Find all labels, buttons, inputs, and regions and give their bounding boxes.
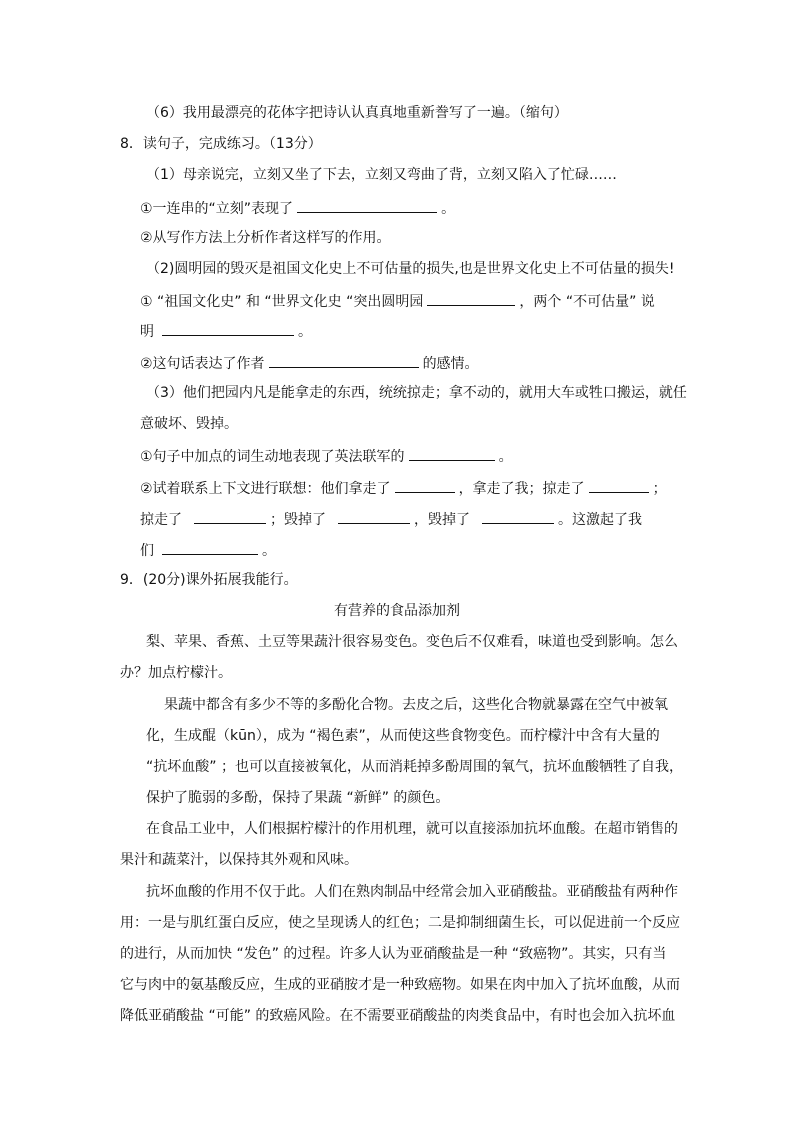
q8-3-c-part1: 掠走了	[140, 512, 182, 528]
q8-sentence-1: （1）母亲说完，立刻又坐了下去，立刻又弯曲了背，立刻又陷入了忙碌……	[146, 167, 617, 183]
q8-1-b: ②从写作方法上分析作者这样写的作用。	[140, 230, 391, 246]
q8-3-c-part3: ，毁掉了	[414, 512, 470, 528]
question-8-heading: 8．读句子，完成练习。（13分）	[120, 136, 322, 152]
q8-2-b-end: 的感情。	[422, 356, 479, 372]
answer-blank[interactable]	[194, 508, 266, 524]
article-p3-line2: 果汁和蔬菜汁，以保持其外观和风味。	[120, 852, 358, 868]
answer-blank[interactable]	[338, 508, 410, 524]
answer-blank[interactable]	[427, 290, 515, 306]
q8-1-a-prompt: ①一连串的“立刻”表现了	[140, 201, 294, 217]
q8-2-b-prompt: ②这句话表达了作者	[140, 356, 265, 372]
article-p4-line4: 它与肉中的氨基酸反应，生成的亚硝胺才是一种致癌物。如果在肉中加入了抗坏血酸，从而	[120, 977, 680, 993]
q8-3-b-part2: ，拿走了我；掠走了	[458, 481, 585, 497]
article-p3-line1: 在食品工业中，人们根据柠檬汁的作用机理，就可以直接添加抗坏血酸。在超市销售的	[146, 821, 678, 837]
article-p1-line2: 办？加点柠檬汁。	[120, 665, 232, 681]
q8-3-d-end: 。	[262, 543, 276, 559]
answer-blank[interactable]	[395, 477, 455, 493]
q8-sentence-3-cont: 意破坏、毁掉。	[140, 416, 238, 432]
q8-3-c	[140, 508, 642, 528]
answer-blank[interactable]	[589, 477, 649, 493]
answer-blank[interactable]	[162, 539, 258, 555]
article-p2-line3: “抗坏血酸” ；也可以直接被氧化，从而消耗掉多酚周围的氧气，抗坏血酸牺牲了自我，	[146, 759, 683, 775]
answer-blank[interactable]	[482, 508, 554, 524]
article-p2-line2: 化，生成醌（kūn），成为 “褐色素”，从而使这些食物变色。而柠檬汁中含有大量的	[146, 728, 660, 744]
q8-3-b-part3: ；	[652, 481, 667, 497]
q8-1-a-end: 。	[441, 201, 456, 217]
article-p2-line4: 保护了脆弱的多酚，保持了果蔬 “新鲜” 的颜色。	[146, 790, 450, 806]
article-title: 有营养的食品添加剂	[334, 603, 460, 619]
answer-blank[interactable]	[269, 352, 419, 368]
article-p4-line2: 用：一是与肌红蛋白反应，使之呈现诱人的红色；二是抑制细菌生长，可以促进前一个反应	[120, 915, 680, 931]
q8-2-b	[140, 352, 479, 372]
q8-2-a-cont	[140, 320, 312, 340]
article-p4-line3: 的进行，从而加快 “发色” 的过程。许多人认为亚硝酸盐是一种 “致癌物”。其实，只有当	[120, 946, 667, 962]
q8-2-a-cont-end: 。	[298, 324, 312, 340]
article-p4-line1: 抗坏血酸的作用不仅于此。人们在熟肉制品中经常会加入亚硝酸盐。亚硝酸盐有两种作	[146, 884, 678, 900]
q8-1-a	[140, 197, 455, 217]
article-p1-line1: 梨、苹果、香蕉、土豆等果蔬汁很容易变色。变色后不仅难看，味道也受到影响。怎么	[146, 634, 678, 650]
answer-blank[interactable]	[162, 320, 294, 336]
q7-item-6: （6）我用最漂亮的花体字把诗认认真真地重新誊写了一遍。（缩句）	[146, 105, 568, 121]
q8-2-a-prompt: ① “祖国文化史” 和 “世界文化史 “突出圆明园	[140, 294, 424, 310]
q8-sentence-3: （3）他们把园内凡是能拿走的东西，统统掠走；拿不动的，就用大车或牲口搬运，就任	[146, 385, 687, 401]
q8-3-d-part1: 们	[140, 543, 154, 559]
q8-3-c-part4: 。这激起了我	[558, 512, 642, 528]
question-9-heading: 9．(20分)课外拓展我能行。	[120, 572, 298, 588]
answer-blank[interactable]	[409, 445, 495, 461]
article-p4-line5: 降低亚硝酸盐 “可能” 的致癌风险。在不需要亚硝酸盐的肉类食品中，有时也会加入抗坏血	[120, 1008, 676, 1024]
q8-3-a-prompt: ①句子中加点的词生动地表现了英法联军的	[140, 449, 405, 465]
q8-3-c-part2: ；毁掉了	[270, 512, 326, 528]
q8-3-a	[140, 445, 513, 465]
q8-3-b-part1: ②试着联系上下文进行联想：他们拿走了	[140, 481, 391, 497]
q8-3-a-end: 。	[498, 449, 513, 465]
q8-sentence-2: （2)圆明园的毁灭是祖国文化史上不可估量的损失,也是世界文化史上不可估量的损失!	[146, 261, 675, 277]
article-p2-line1: 果蔬中都含有多少不等的多酚化合物。去皮之后，这些化合物就暴露在空气中被氧	[164, 697, 668, 713]
q8-2-a	[140, 290, 655, 310]
q8-2-a-cont-prompt: 明	[140, 324, 154, 340]
answer-blank[interactable]	[297, 197, 437, 213]
q8-3-d	[140, 539, 276, 559]
q8-3-b	[140, 477, 667, 497]
q8-2-a-tail: ，两个 “不可估量” 说	[519, 294, 655, 310]
